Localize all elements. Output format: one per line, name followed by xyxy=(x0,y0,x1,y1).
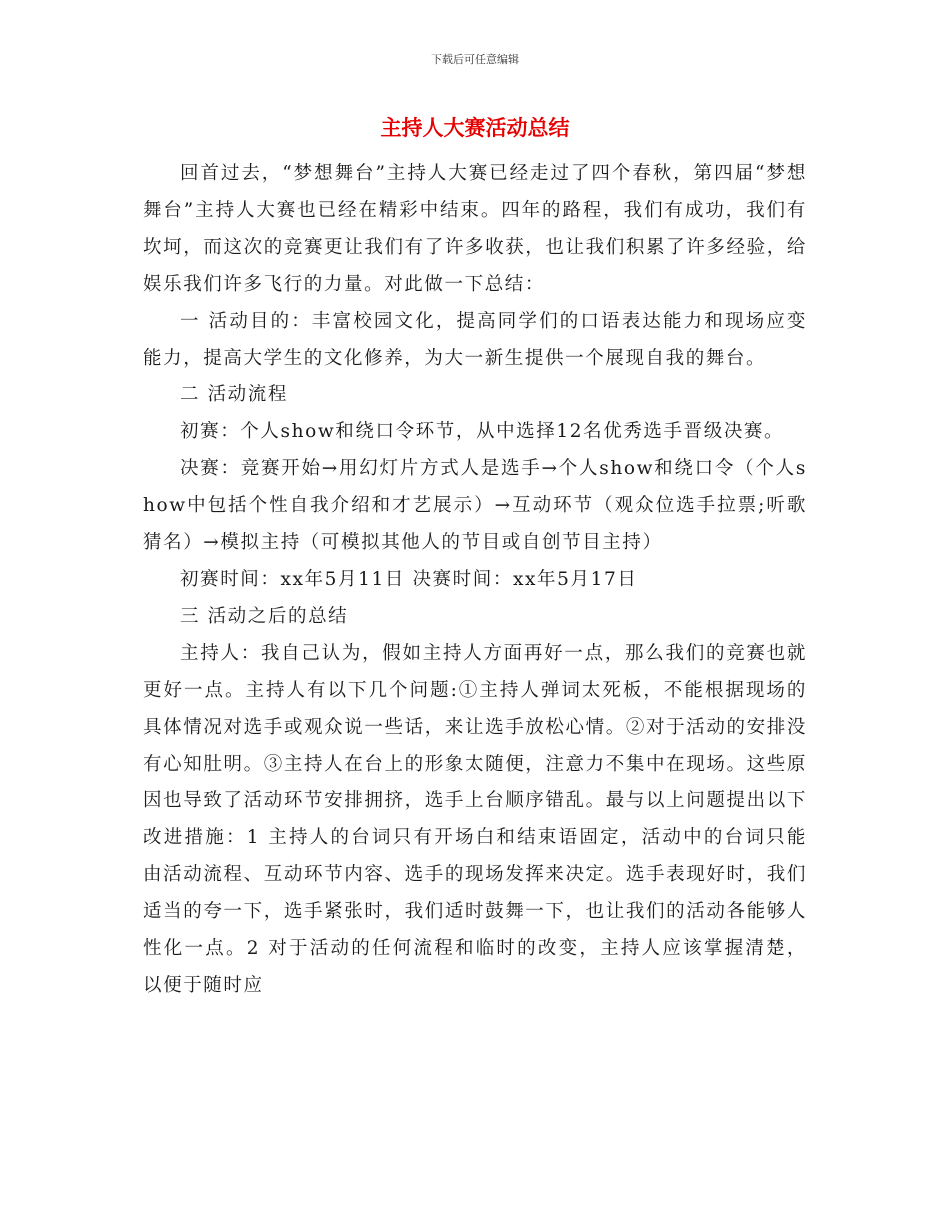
paragraph-schedule: 初赛时间：xx年5月11日 决赛时间：xx年5月17日 xyxy=(180,568,638,590)
header-note: 下载后可任意编辑 xyxy=(431,53,519,66)
heading-summary: 三 活动之后的总结 xyxy=(180,605,349,627)
paragraph-final: 决赛：竞赛开始→用幻灯片方式人是选手→个人show和绕口令（个人show中包括个性自我介绍和才艺展示）→互动环节（观众位选手拉票;听歌猜名）→模拟主持（可模拟其他人的节目或自创节目主持） xyxy=(143,458,807,554)
heading-activity-process: 二 活动流程 xyxy=(180,384,288,406)
paragraph-activity-purpose: 一 活动目的：丰富校园文化，提高同学们的口语表达能力和现场应变能力，提高大学生的文化修养，为大一新生提供一个展现自我的舞台。 xyxy=(143,310,807,369)
document-title: 主持人大赛活动总结 xyxy=(380,116,570,140)
paragraph-host-review: 主持人：我自己认为，假如主持人方面再好一点，那么我们的竞赛也就更好一点。主持人有以下几个问题:①主持人弹词太死板，不能根据现场的具体情况对选手或观众说一些话，来让选手放松心情。②对于活动的安排没有心知肚明。③主持人在台上的形象太随便，注意力不集中在现场。这些原因也导致了活动环节安排拥挤，选手上台顺序错乱。最与以上问题提出以下改进措施：1 主持人的台词只有开场白和结束语固定，活动中的台词只能由活动流程、互动环节内容、选手的现场发挥来决定。选手表现好时，我们适当的夸一下，选手紧张时，我们适时鼓舞一下，也让我们的活动各能够人性化一点。2 对于活动的任何流程和临时的改变，主持人应该掌握清楚，以便于随时应 xyxy=(143,642,807,996)
paragraph-preliminary: 初赛：个人show和绕口令环节，从中选择12名优秀选手晋级决赛。 xyxy=(180,421,785,443)
paragraph-intro: 回首过去，“梦想舞台”主持人大赛已经走过了四个春秋，第四届“梦想舞台”主持人大赛也已经在精彩中结束。四年的路程，我们有成功，我们有坎坷，而这次的竞赛更让我们有了许多收获，也让我们积累了许多经验，给娱乐我们许多飞行的力量。对此做一下总结： xyxy=(143,163,807,295)
document-body xyxy=(143,156,807,1005)
